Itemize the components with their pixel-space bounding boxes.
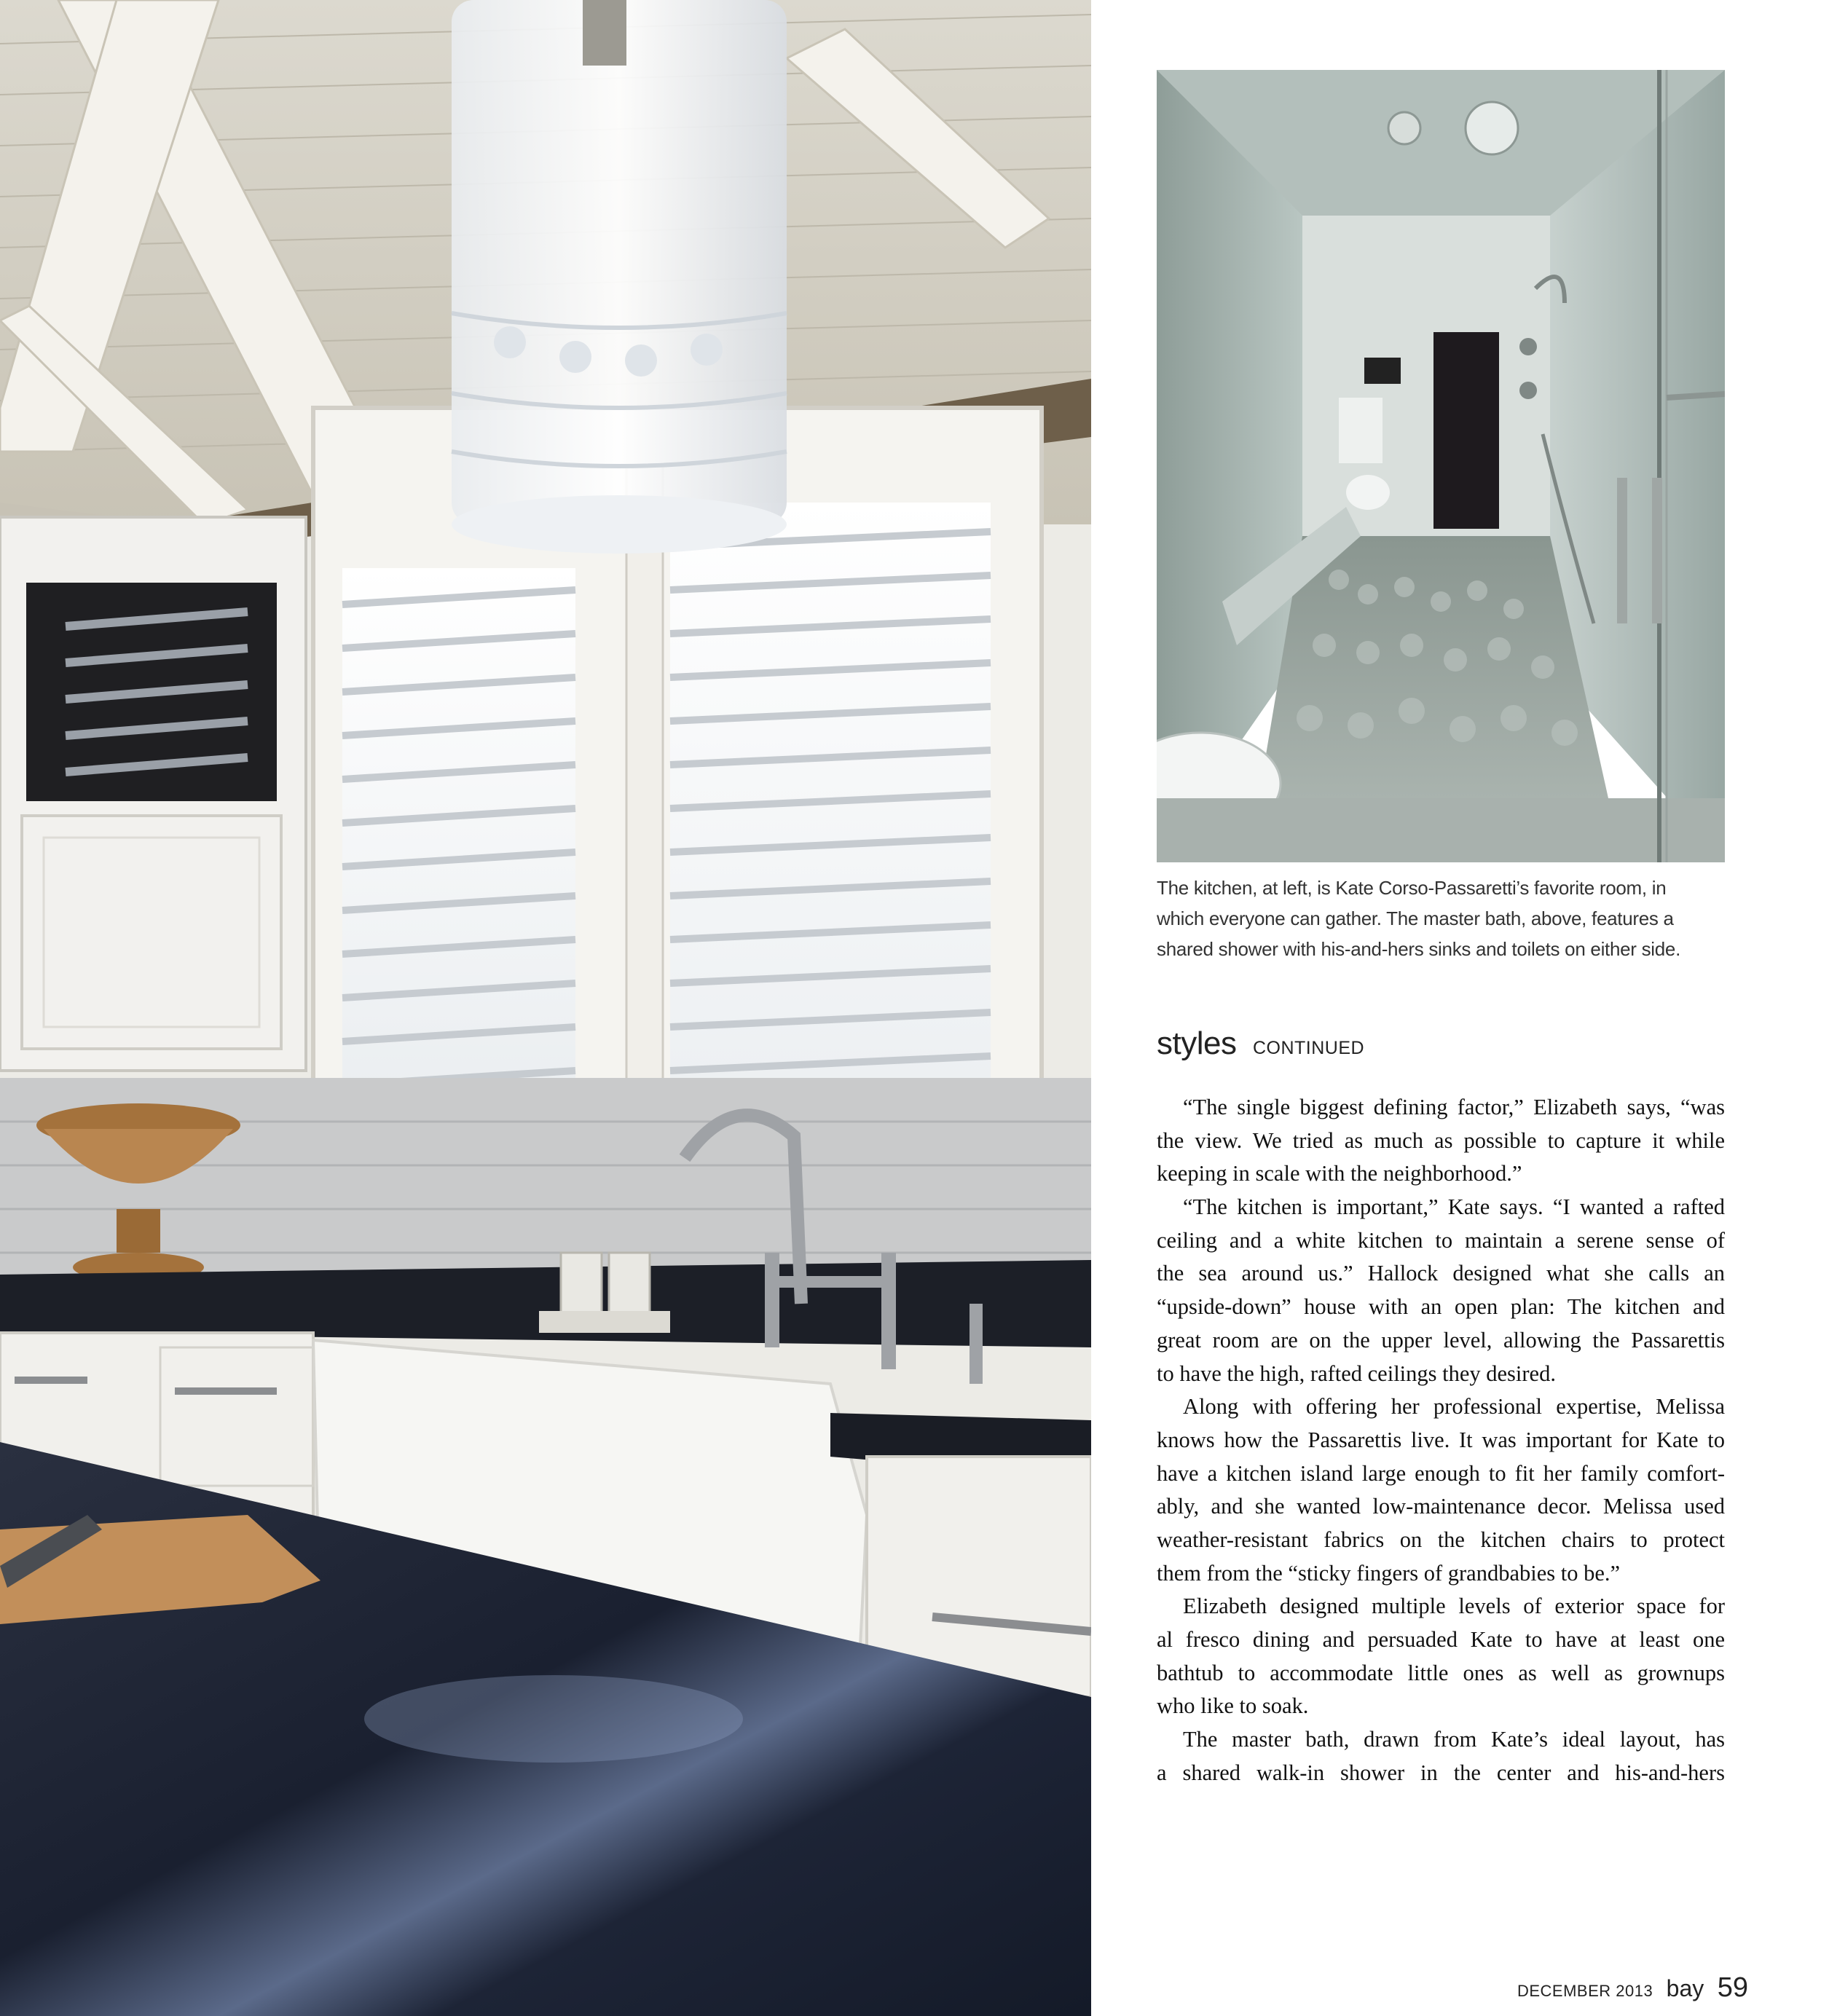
caption-line: which everyone can gather. The master bath, above, features a (1157, 907, 1674, 929)
body-line: ceiling and a white kitchen to maintain a serene sense of (1157, 1227, 1725, 1253)
body-line: The master bath, drawn from Kate’s ideal layout, has (1183, 1727, 1725, 1752)
article-body (1157, 1091, 1725, 1789)
magazine-name: bay (1666, 1975, 1704, 2001)
body-line: who like to soak. (1157, 1693, 1309, 1719)
body-line: bathtub to accommodate little ones as well as grownups (1157, 1660, 1725, 1685)
body-line: them from the “sticky fingers of grandbabies to be.” (1157, 1560, 1621, 1586)
body-line: “upside-down” house with an open plan: The kitchen and (1157, 1294, 1725, 1320)
body-line: great room are on the upper level, allowing the Passarettis (1157, 1327, 1725, 1352)
section-heading (1157, 1025, 1364, 1062)
body-line: a shared walk-in shower in the center and his-and-hers (1157, 1760, 1725, 1785)
body-line: “The kitchen is important,” Kate says. “I wanted a rafted (1183, 1194, 1725, 1220)
caption-line: shared shower with his-and-hers sinks and toilets on either side. (1157, 938, 1680, 960)
section-continued-label: CONTINUED (1252, 1038, 1365, 1058)
page-folio (1517, 1972, 1748, 2004)
body-line: have a kitchen island large enough to fit her family comfort- (1157, 1460, 1725, 1486)
body-line: ably, and she wanted low-maintenance decor. Melissa used (1157, 1494, 1725, 1519)
body-line: to have the high, rafted ceilings they desired. (1157, 1361, 1556, 1386)
master-bath-photo (1157, 70, 1725, 862)
body-line: the view. We tried as much as possible to capture it while (1157, 1127, 1725, 1153)
body-line: Elizabeth designed multiple levels of exterior space for (1183, 1594, 1725, 1619)
page-number: 59 (1717, 1972, 1748, 2003)
body-line: the sea around us.” Hallock designed what she calls an (1157, 1261, 1725, 1286)
body-line: knows how the Passarettis live. It was important for Kate to (1157, 1427, 1725, 1452)
body-line: “The single biggest defining factor,” Elizabeth says, “was (1183, 1095, 1725, 1119)
body-line: al fresco dining and persuaded Kate to have at least one (1157, 1627, 1725, 1652)
body-line: Along with offering her professional expertise, Melissa (1183, 1394, 1725, 1420)
body-line: keeping in scale with the neighborhood.” (1157, 1161, 1522, 1186)
body-line: weather-resistant fabrics on the kitchen chairs to protect (1157, 1527, 1725, 1552)
photo-caption (1157, 873, 1732, 964)
section-name: styles (1157, 1025, 1237, 1061)
caption-line: The kitchen, at left, is Kate Corso-Passaretti’s favorite room, in (1157, 877, 1667, 899)
issue-date: DECEMBER 2013 (1517, 1982, 1653, 2000)
